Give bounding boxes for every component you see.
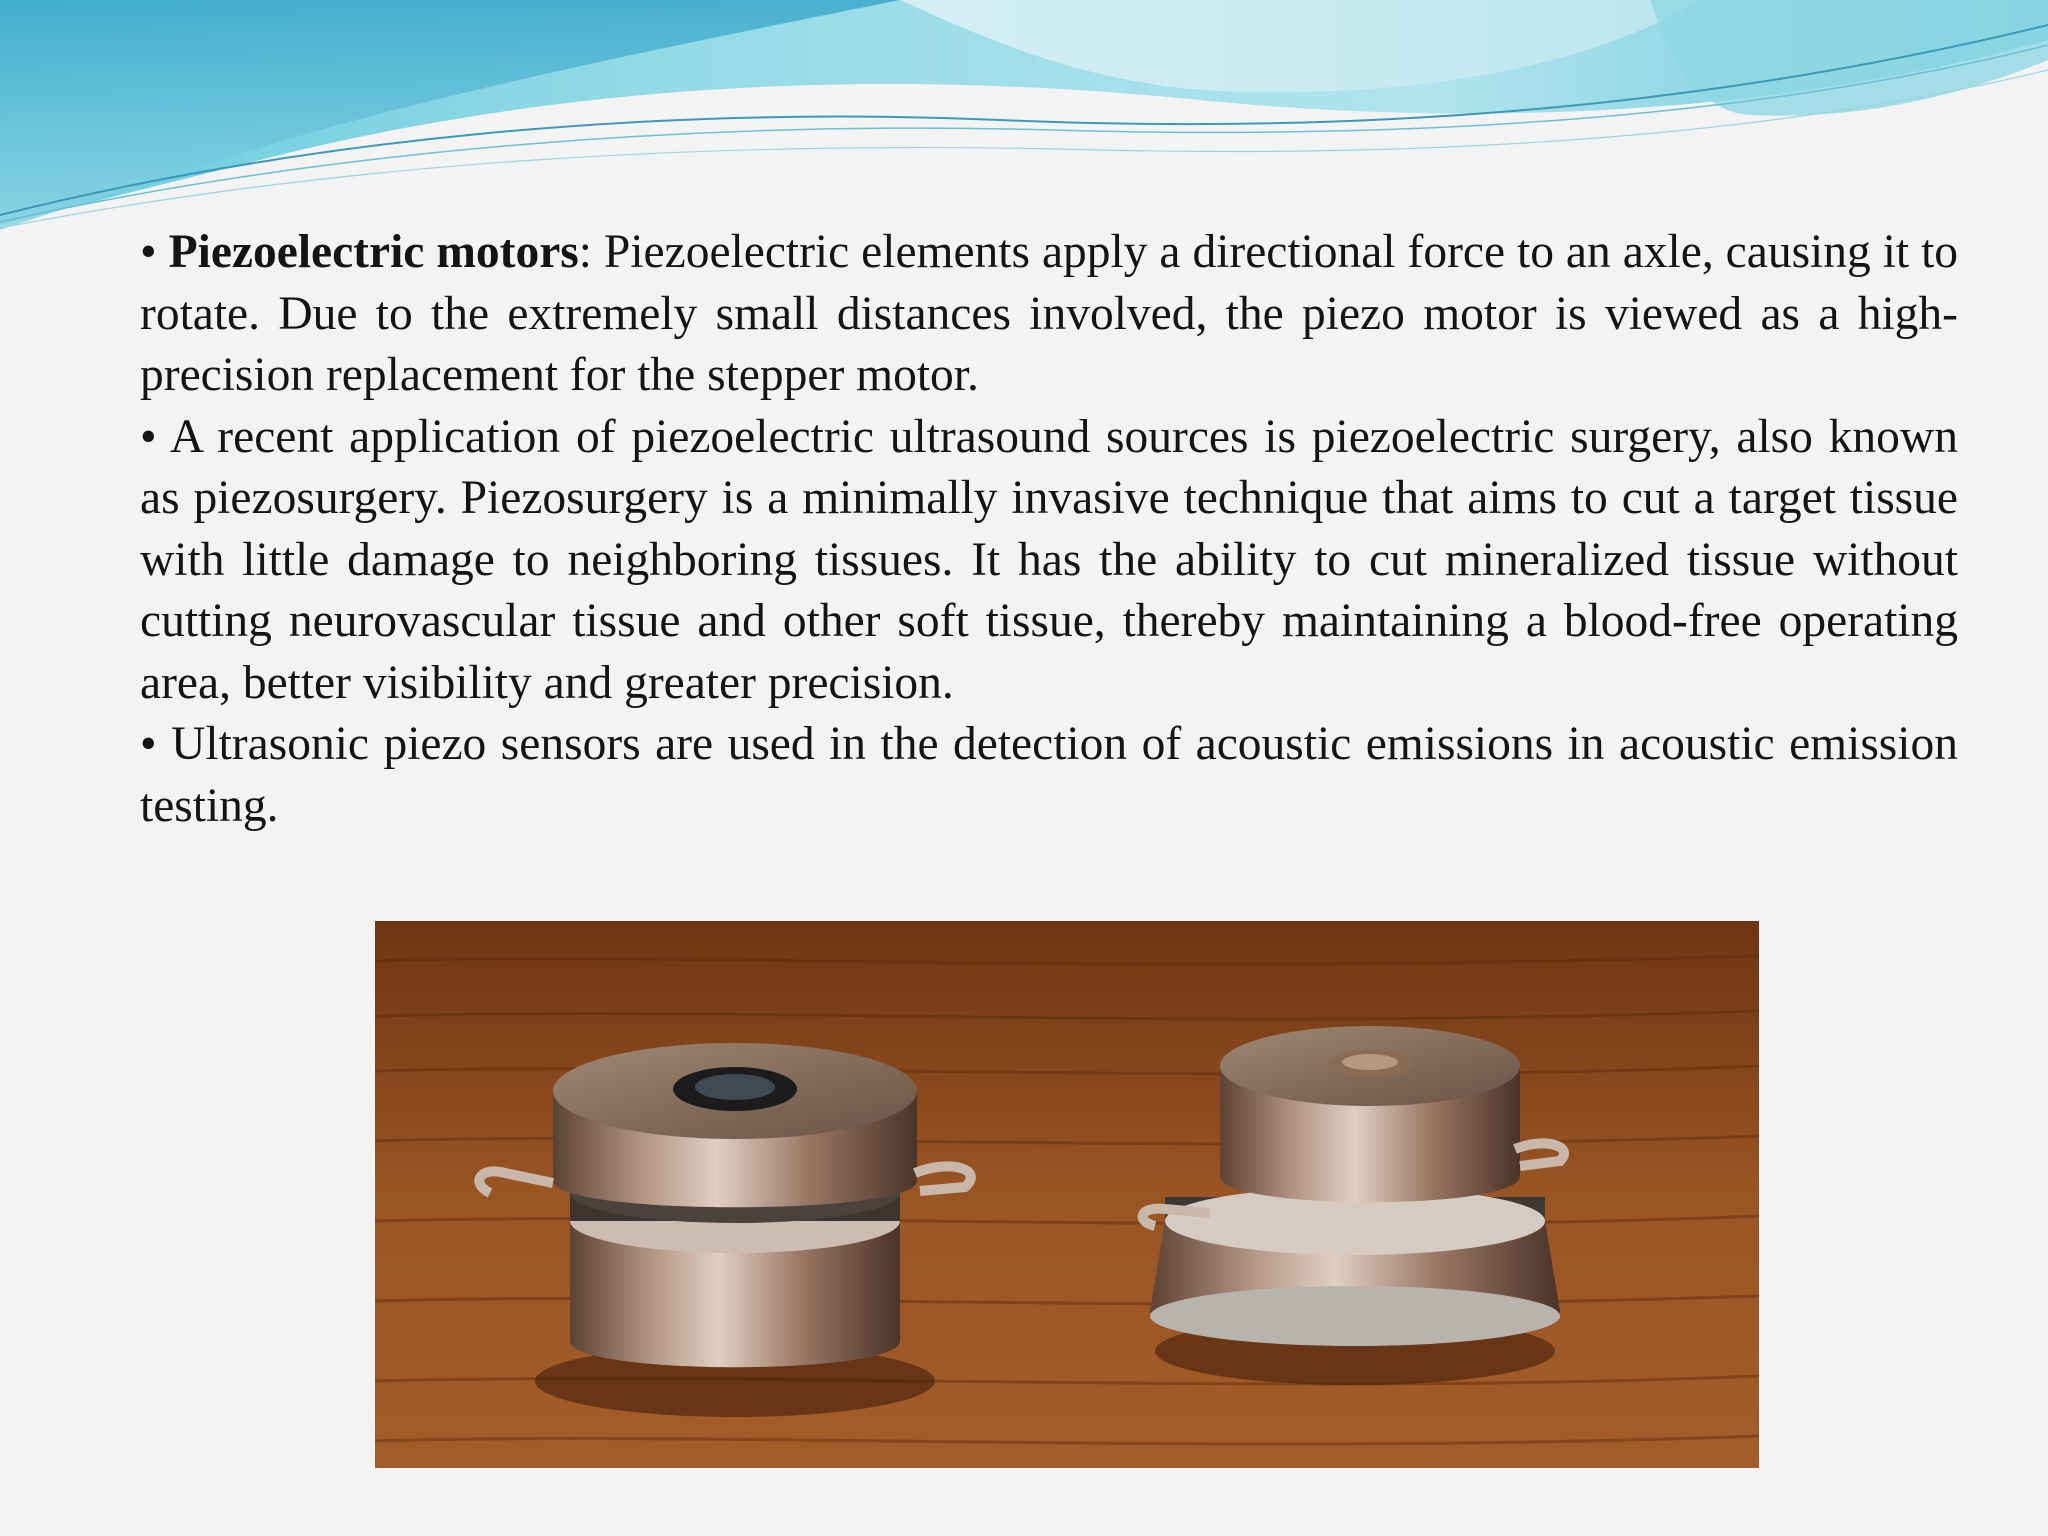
bullet-marker: • <box>140 226 157 278</box>
bullet-paragraph-1 <box>140 222 1958 407</box>
bullet-marker: • <box>140 410 157 463</box>
bullet-paragraph-2 <box>140 407 1958 715</box>
wave-right <box>1650 0 2048 116</box>
piezo-transducers-photo <box>375 921 1759 1468</box>
bullet-paragraph-3 <box>140 714 1958 837</box>
term-piezoelectric-motors: Piezoelectric motors <box>168 226 579 278</box>
slide-body <box>140 222 1958 837</box>
bullet-marker: • <box>140 718 157 770</box>
paragraph-text: A recent application of piezoelectric ultrasound sources is piezoelectric surgery, also known as piezosurgery. Piezosurgery is a minimally invasive technique that aims to cut a target tissue with little damage to neighboring tissues. It has the ability to cut mineralized tissue without cutting neurovascular tissue and other soft tissue, thereby maintaining a blood-free operating area, better visibility and greater precision. <box>140 410 1958 709</box>
header-wave-decoration <box>0 0 2048 240</box>
paragraph-text: Ultrasonic piezo sensors are used in the detection of acoustic emissions in acoustic emission testing. <box>140 718 1958 832</box>
paragraph-text: : Piezoelectric elements apply a directional force to an axle, causing it to rotate. Due to the extremely small distances involved, the piezo motor is viewed as a high-precision replacement for the stepper motor. <box>140 226 1959 401</box>
